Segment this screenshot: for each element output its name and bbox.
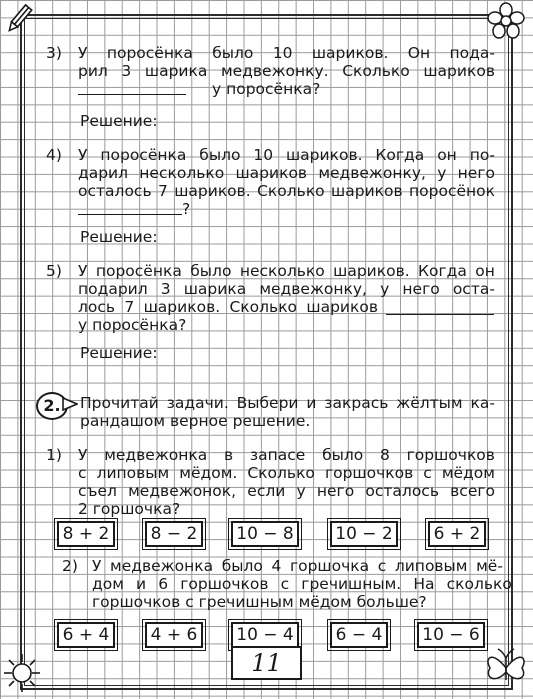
problem-5-number: 5) (46, 262, 62, 280)
answer-blank[interactable] (386, 300, 494, 315)
q1-option-2[interactable]: 8 − 2 (145, 521, 203, 547)
problem-3-solution-label: Решение: (80, 112, 158, 130)
problem-5-line-2: подарил 3 шарика медвежонку, у него оста- (78, 280, 495, 298)
question-2-line-2: дом и 6 горшочков с гречишным. На сколько (92, 575, 512, 593)
problem-3-line-1: У поросёнка было 10 шариков. Он пода- (78, 44, 495, 62)
question-1-line-3: съел медвежонок, если у него осталось всего (78, 482, 495, 500)
problem-5-line-3: лось 7 шариков. Сколько шариков (78, 298, 378, 316)
q1-option-5[interactable]: 6 + 2 (428, 521, 486, 547)
q2-option-2[interactable]: 4 + 6 (145, 622, 203, 648)
answer-blank[interactable] (78, 200, 182, 215)
problem-3-number: 3) (46, 44, 62, 62)
page-number: 11 (231, 646, 302, 680)
flower-icon (484, 2, 528, 40)
problem-3-line-2: рил 3 шарика медвежонку. Сколько шариков (78, 62, 495, 80)
question-2-line-3: горшочков с гречишным мёдом больше? (92, 593, 427, 611)
question-2-number: 2) (62, 557, 78, 575)
question-2-line-1: У медвежонка было 4 горшочка с липовым мё- (92, 557, 503, 575)
q1-option-3[interactable]: 10 − 8 (231, 521, 299, 547)
answer-blank[interactable] (78, 80, 186, 95)
q2-option-4[interactable]: 6 − 4 (330, 622, 388, 648)
problem-4-solution-label: Решение: (80, 228, 158, 246)
q1-option-4[interactable]: 10 − 2 (330, 521, 398, 547)
problem-4-line-1: У поросёнка было 10 шариков. Когда он по- (78, 146, 495, 164)
q2-option-3[interactable]: 10 − 4 (231, 622, 299, 648)
butterfly-icon (482, 644, 530, 694)
badge-pointer-icon (62, 396, 78, 412)
question-1-line-2: с липовым мёдом. Сколько горшочков с мёдом (78, 464, 495, 482)
pencil-icon (4, 2, 34, 36)
sun-icon (2, 652, 42, 694)
task-2-instruction-line-1: Прочитай задачи. Выбери и закрась жёлтым ка- (80, 394, 495, 412)
problem-4-line-4: ? (78, 200, 190, 219)
question-1-line-4: 2 горшочка? (78, 500, 181, 518)
problem-5-line-1: У поросёнка было несколько шариков. Когда он (78, 262, 495, 280)
problem-5-line-4: у поросёнка? (78, 316, 187, 334)
q1-option-1[interactable]: 8 + 2 (57, 521, 115, 547)
question-1-line-1: У медвежонка в запасе было 8 горшочков (78, 446, 495, 464)
q2-option-1[interactable]: 6 + 4 (57, 622, 115, 648)
task-2-instruction-line-2: рандашом верное решение. (80, 412, 311, 430)
problem-4-number: 4) (46, 146, 62, 164)
task-number-badge: 2. (36, 392, 68, 420)
problem-4-line-3: осталось 7 шариков. Сколько шариков поросёнок (78, 182, 495, 200)
q2-option-5[interactable]: 10 − 6 (417, 622, 485, 648)
question-1-number: 1) (46, 446, 62, 464)
problem-4-line-2: дарил несколько шариков медвежонку, у него (78, 164, 495, 182)
problem-3-line-3: у поросёнка? (78, 80, 320, 99)
problem-5-solution-label: Решение: (80, 344, 158, 362)
